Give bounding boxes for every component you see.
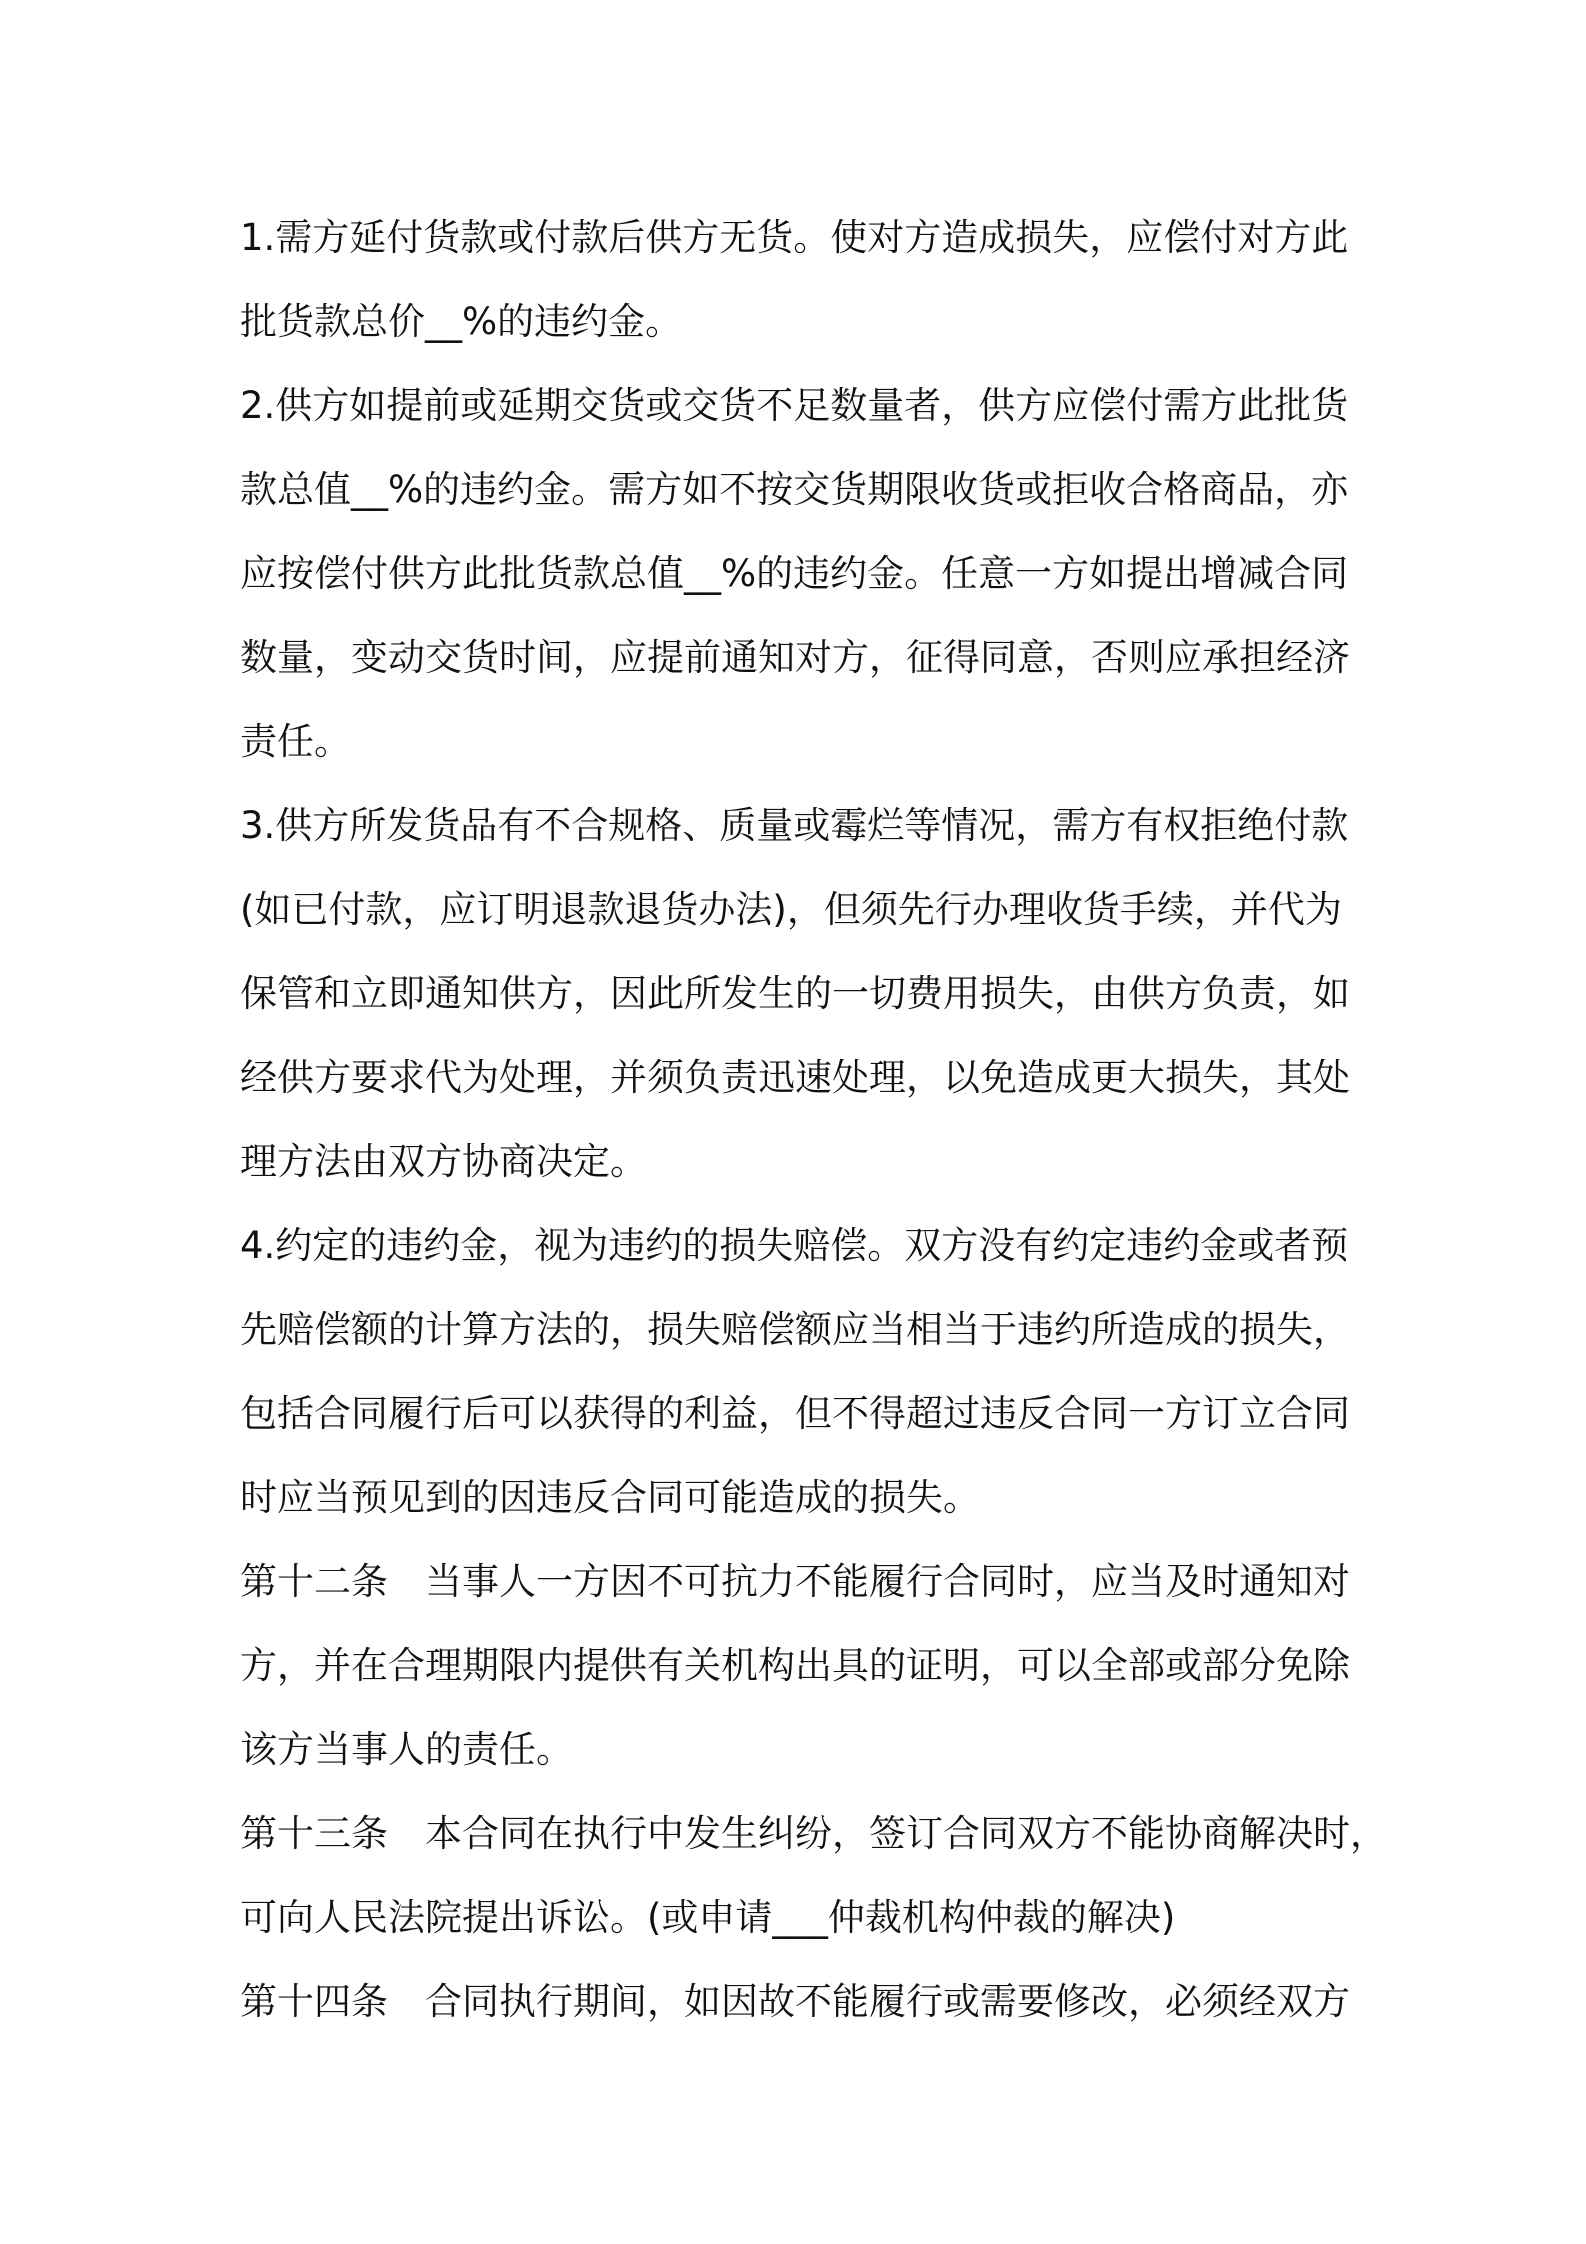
text-line: 经供方要求代为处理，并须负责迅速处理，以免造成更大损失，其处	[240, 1056, 1350, 1099]
text-line: 2.供方如提前或延期交货或交货不足数量者，供方应偿付需方此批货	[240, 384, 1349, 427]
text-line: 责任。	[240, 720, 351, 763]
text-line: 保管和立即通知供方，因此所发生的一切费用损失，由供方负责，如	[240, 972, 1350, 1015]
text-line: 时应当预见到的因违反合同可能造成的损失。	[240, 1476, 980, 1519]
text-line: 方，并在合理期限内提供有关机构出具的证明，可以全部或部分免除	[240, 1644, 1350, 1687]
contract-text	[240, 196, 1387, 2044]
text-line: 4.约定的违约金，视为违约的损失赔偿。双方没有约定违约金或者预	[240, 1224, 1349, 1267]
text-line: (如已付款，应订明退款退货办法)，但须先行办理收货手续，并代为	[240, 888, 1342, 931]
text-line: 第十三条 本合同在执行中发生纠纷，签订合同双方不能协商解决时，	[240, 1812, 1387, 1855]
text-line: 先赔偿额的计算方法的，损失赔偿额应当相当于违约所造成的损失，	[240, 1308, 1350, 1351]
text-line: 第十四条 合同执行期间，如因故不能履行或需要修改，必须经双方	[240, 1980, 1350, 2023]
text-line: 可向人民法院提出诉讼。(或申请___仲裁机构仲裁的解决)	[240, 1896, 1176, 1939]
text-line: 批货款总价__%的违约金。	[240, 300, 683, 343]
text-line: 3.供方所发货品有不合规格、质量或霉烂等情况，需方有权拒绝付款	[240, 804, 1349, 847]
text-line: 1.需方延付货款或付款后供方无货。使对方造成损失，应偿付对方此	[240, 216, 1349, 259]
text-line: 该方当事人的责任。	[240, 1728, 573, 1771]
text-line: 款总值__%的违约金。需方如不按交货期限收货或拒收合格商品，亦	[240, 468, 1349, 511]
text-line: 数量，变动交货时间，应提前通知对方，征得同意，否则应承担经济	[240, 636, 1350, 679]
text-line: 第十二条 当事人一方因不可抗力不能履行合同时，应当及时通知对	[240, 1560, 1350, 1603]
text-line: 应按偿付供方此批货款总值__%的违约金。任意一方如提出增减合同	[240, 552, 1349, 595]
text-line: 包括合同履行后可以获得的利益，但不得超过违反合同一方订立合同	[240, 1392, 1350, 1435]
text-line: 理方法由双方协商决定。	[240, 1140, 647, 1183]
